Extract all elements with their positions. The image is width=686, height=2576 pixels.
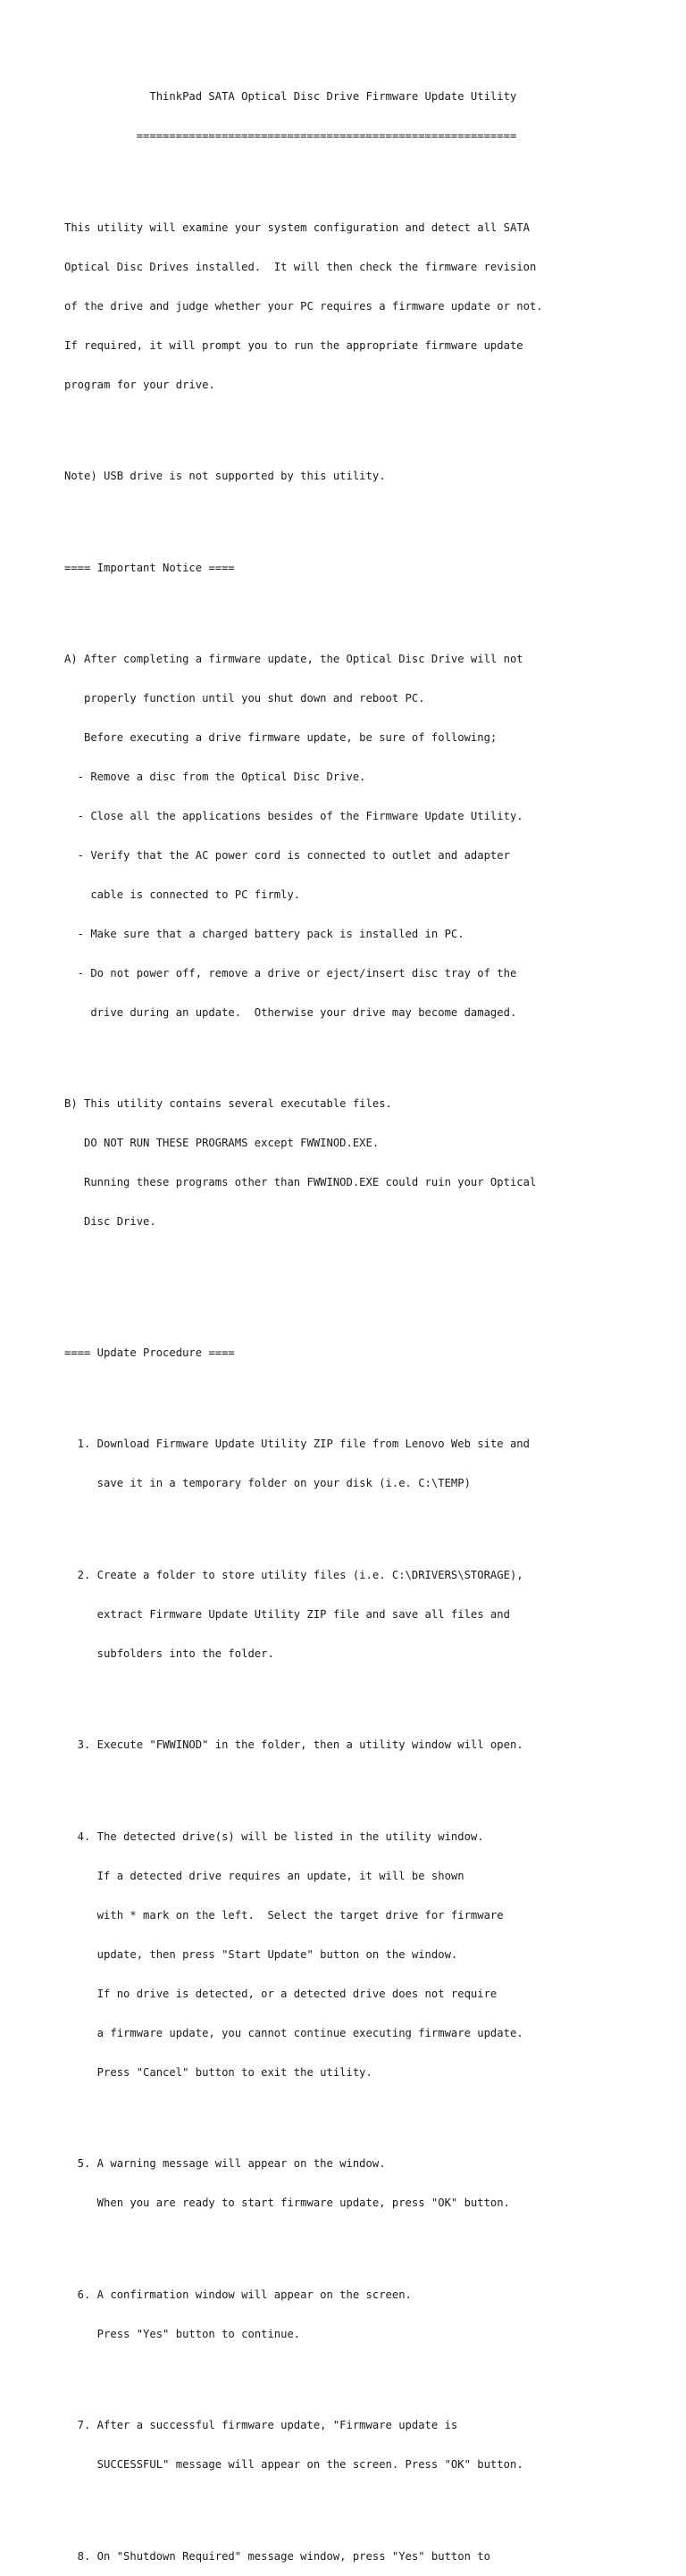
- step-4-line: Press "Cancel" button to exit the utility.: [64, 2065, 372, 2079]
- intro-line: program for your drive.: [64, 378, 215, 391]
- notice-a-line: - Do not power off, remove a drive or eject/insert disc tray of the: [64, 966, 517, 980]
- step-1-line: save it in a temporary folder on your disk (i.e. C:\TEMP): [64, 1477, 471, 1490]
- step-5-line: 5. A warning message will appear on the window.: [64, 2157, 386, 2171]
- notice-a-line: - Close all the applications besides of the Firmware Update Utility.: [64, 810, 523, 823]
- intro-line: This utility will examine your system configuration and detect all SATA: [64, 221, 530, 234]
- update-procedure-heading: ==== Update Procedure ====: [64, 1346, 235, 1359]
- important-notice-heading: ==== Important Notice ====: [64, 561, 235, 574]
- notice-b-line: Running these programs other than FWWINOD.EXE could ruin your Optical: [64, 1176, 537, 1189]
- notice-a-line: - Remove a disc from the Optical Disc Drive.: [64, 771, 366, 784]
- blank-line: [64, 2236, 636, 2249]
- notice-b-line: B) This utility contains several executable files.: [64, 1097, 392, 1111]
- blank-line: [64, 418, 636, 431]
- step-6-line: 6. A confirmation window will appear on the screen.: [64, 2288, 412, 2301]
- blank-line: [64, 1687, 636, 1700]
- step-6-line: Press "Yes" button to continue.: [64, 2327, 301, 2340]
- step-4-line: with * mark on the left. Select the target drive for firmware: [64, 1908, 504, 1922]
- step-3-line: 3. Execute "FWWINOD" in the folder, then a utility window will open.: [64, 1738, 523, 1752]
- step-7-line: 7. After a successful firmware update, "Firmware update is: [64, 2419, 458, 2432]
- notice-a-line: properly function until you shut down and reboot PC.: [64, 692, 425, 705]
- blank-line: [64, 1778, 636, 1791]
- title-underline: ==========================================================: [64, 129, 517, 143]
- step-4-line: a firmware update, you cannot continue executing firmware update.: [64, 2026, 523, 2039]
- step-7-line: SUCCESSFUL" message will appear on the screen. Press "OK" button.: [64, 2458, 523, 2472]
- blank-line: [64, 509, 636, 522]
- step-2-line: subfolders into the folder.: [64, 1646, 274, 1660]
- step-4-line: 4. The detected drive(s) will be listed in the utility window.: [64, 1830, 484, 1843]
- step-5-line: When you are ready to start firmware update, press "OK" button.: [64, 2197, 510, 2210]
- notice-a-line: - Make sure that a charged battery pack is installed in PC.: [64, 928, 464, 940]
- document-title: ThinkPad SATA Optical Disc Drive Firmware Update Utility: [64, 90, 517, 104]
- blank-line: [64, 169, 636, 182]
- usb-note: Note) USB drive is not supported by this utility.: [64, 470, 386, 483]
- step-4-line: If no drive is detected, or a detected drive does not require: [64, 1987, 498, 2000]
- step-4-line: update, then press "Start Update" button on the window.: [64, 1947, 458, 1961]
- intro-line: If required, it will prompt you to run the appropriate firmware update: [64, 338, 523, 352]
- notice-b-line: Disc Drive.: [64, 1215, 156, 1229]
- blank-line: [64, 1046, 636, 1059]
- blank-line: [64, 1516, 636, 1530]
- notice-a-line: drive during an update. Otherwise your drive may become damaged.: [64, 1005, 517, 1019]
- blank-line: [64, 2105, 636, 2119]
- notice-a-line: A) After completing a firmware update, the Optical Disc Drive will not: [64, 653, 523, 666]
- intro-line: Optical Disc Drives installed. It will then check the firmware revision: [64, 260, 537, 273]
- step-8-line: 8. On "Shutdown Required" message window, press "Yes" button to: [64, 2549, 490, 2563]
- blank-line: [64, 1386, 636, 1399]
- step-2-line: extract Firmware Update Utility ZIP file and save all files and: [64, 1607, 510, 1621]
- notice-b-line: DO NOT RUN THESE PROGRAMS except FWWINOD.EXE.: [64, 1137, 380, 1150]
- blank-line: [64, 601, 636, 614]
- readme-document: [64, 64, 636, 2576]
- step-1-line: 1. Download Firmware Update Utility ZIP file from Lenovo Web site and: [64, 1438, 530, 1451]
- blank-line: [64, 1294, 636, 1307]
- notice-a-line: cable is connected to PC firmly.: [64, 888, 301, 902]
- notice-a-line: Before executing a drive firmware update, be sure of following;: [64, 731, 498, 745]
- blank-line: [64, 2497, 636, 2511]
- intro-line: of the drive and judge whether your PC requires a firmware update or not.: [64, 299, 543, 313]
- step-4-line: If a detected drive requires an update, it will be shown: [64, 1869, 464, 1882]
- step-2-line: 2. Create a folder to store utility files (i.e. C:\DRIVERS\STORAGE),: [64, 1568, 523, 1581]
- blank-line: [64, 2367, 636, 2380]
- notice-a-line: - Verify that the AC power cord is connected to outlet and adapter: [64, 849, 510, 863]
- blank-line: [64, 1255, 636, 1268]
